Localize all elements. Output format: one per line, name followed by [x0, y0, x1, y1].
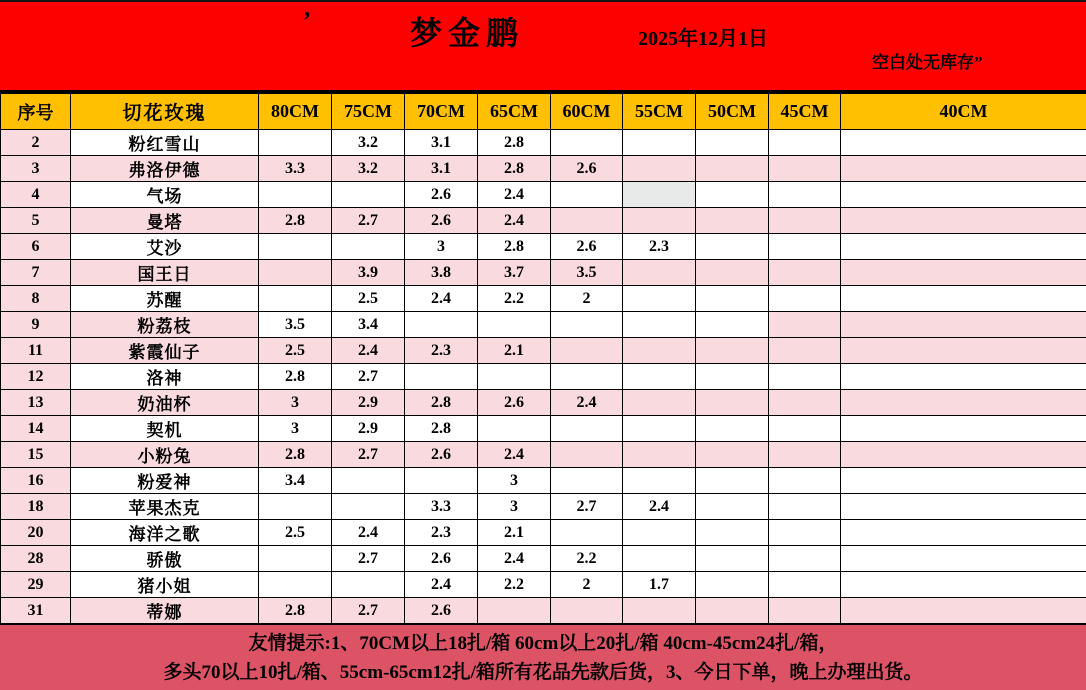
- price-cell[interactable]: [332, 572, 405, 598]
- price-cell[interactable]: [841, 338, 1086, 364]
- table-row: [1, 468, 1086, 494]
- price-cell[interactable]: 2.5: [259, 520, 332, 546]
- price-cell[interactable]: 2.9: [332, 416, 405, 442]
- row-number-cell[interactable]: 8: [1, 286, 71, 312]
- price-cell[interactable]: 2.4: [405, 572, 478, 598]
- price-cell[interactable]: [841, 234, 1086, 260]
- column-header-55cm: 55CM: [623, 94, 696, 130]
- price-cell[interactable]: [332, 468, 405, 494]
- price-cell[interactable]: [841, 286, 1086, 312]
- price-cell[interactable]: [769, 598, 841, 624]
- price-cell[interactable]: [841, 390, 1086, 416]
- row-number-cell[interactable]: 3: [1, 156, 71, 182]
- flower-name-cell[interactable]: 海洋之歌: [71, 520, 259, 546]
- price-cell[interactable]: 2.8: [478, 130, 551, 156]
- price-cell[interactable]: [696, 130, 769, 156]
- page-title: 梦金鹏: [410, 8, 524, 54]
- price-cell[interactable]: [841, 182, 1086, 208]
- price-cell[interactable]: 3.7: [478, 260, 551, 286]
- price-cell[interactable]: [696, 468, 769, 494]
- table-row: [1, 494, 1086, 520]
- row-number-cell[interactable]: 12: [1, 364, 71, 390]
- price-cell[interactable]: [623, 312, 696, 338]
- price-cell[interactable]: 3: [405, 234, 478, 260]
- price-cell[interactable]: 3.1: [405, 156, 478, 182]
- flower-name-cell[interactable]: 苹果杰克: [71, 494, 259, 520]
- price-cell[interactable]: [841, 494, 1086, 520]
- price-cell[interactable]: 2.3: [405, 520, 478, 546]
- price-cell[interactable]: [551, 130, 623, 156]
- price-table: [0, 93, 1086, 624]
- price-cell[interactable]: 2.8: [259, 598, 332, 624]
- footer-notice: [0, 624, 1086, 690]
- price-cell[interactable]: [769, 390, 841, 416]
- price-cell[interactable]: [696, 442, 769, 468]
- price-cell[interactable]: 2.5: [332, 286, 405, 312]
- price-cell[interactable]: [841, 546, 1086, 572]
- flower-name-cell[interactable]: 曼塔: [71, 208, 259, 234]
- row-number-cell[interactable]: 14: [1, 416, 71, 442]
- price-cell[interactable]: 2.6: [405, 208, 478, 234]
- price-cell[interactable]: [259, 286, 332, 312]
- price-cell[interactable]: 2.4: [478, 182, 551, 208]
- row-number-cell[interactable]: 9: [1, 312, 71, 338]
- price-cell[interactable]: [841, 520, 1086, 546]
- row-number-cell[interactable]: 6: [1, 234, 71, 260]
- row-number-cell[interactable]: 15: [1, 442, 71, 468]
- row-number-cell[interactable]: 20: [1, 520, 71, 546]
- flower-name-cell[interactable]: 艾沙: [71, 234, 259, 260]
- price-cell[interactable]: 2.8: [259, 208, 332, 234]
- price-cell[interactable]: [696, 364, 769, 390]
- column-header-60cm: 60CM: [551, 94, 623, 130]
- price-cell[interactable]: [332, 234, 405, 260]
- price-cell[interactable]: 3.9: [332, 260, 405, 286]
- price-cell[interactable]: 2.6: [551, 156, 623, 182]
- table-row: [1, 390, 1086, 416]
- table-row: [1, 338, 1086, 364]
- flower-name-cell[interactable]: 猪小姐: [71, 572, 259, 598]
- price-cell[interactable]: 3: [259, 390, 332, 416]
- price-cell[interactable]: [696, 546, 769, 572]
- price-cell[interactable]: 3.3: [405, 494, 478, 520]
- price-cell[interactable]: 2.4: [332, 338, 405, 364]
- flower-name-cell[interactable]: 奶油杯: [71, 390, 259, 416]
- notice-line-1: 友情提示:1、70CM以上18扎/箱 60cm以上20扎/箱 40cm-45cm24扎/箱，: [249, 629, 838, 658]
- price-cell[interactable]: 2.6: [405, 598, 478, 624]
- flower-name-cell[interactable]: 气场: [71, 182, 259, 208]
- price-cell[interactable]: 2.6: [551, 234, 623, 260]
- price-cell[interactable]: 2.6: [478, 390, 551, 416]
- price-cell[interactable]: 2.8: [259, 442, 332, 468]
- price-cell[interactable]: [841, 130, 1086, 156]
- price-cell[interactable]: 2.7: [332, 208, 405, 234]
- price-cell[interactable]: [551, 338, 623, 364]
- column-header-45cm: 45CM: [769, 94, 841, 130]
- column-header-name: 切花玫瑰: [71, 94, 259, 130]
- title-banner: [0, 0, 1086, 93]
- price-cell[interactable]: [841, 572, 1086, 598]
- price-cell[interactable]: [551, 598, 623, 624]
- flower-name-cell[interactable]: 骄傲: [71, 546, 259, 572]
- price-cell[interactable]: [696, 572, 769, 598]
- price-cell[interactable]: [259, 572, 332, 598]
- price-cell[interactable]: [623, 156, 696, 182]
- row-number-cell[interactable]: 5: [1, 208, 71, 234]
- column-header-65cm: 65CM: [478, 94, 551, 130]
- table-row: [1, 442, 1086, 468]
- table-row: [1, 130, 1086, 156]
- price-cell[interactable]: [696, 312, 769, 338]
- price-cell[interactable]: 2.6: [405, 546, 478, 572]
- price-cell[interactable]: [623, 338, 696, 364]
- price-cell[interactable]: 3.4: [332, 312, 405, 338]
- price-cell[interactable]: [259, 182, 332, 208]
- price-cell[interactable]: 1.7: [623, 572, 696, 598]
- price-cell[interactable]: 2.4: [478, 546, 551, 572]
- table-row: [1, 312, 1086, 338]
- row-number-cell[interactable]: 28: [1, 546, 71, 572]
- price-cell[interactable]: 2.2: [478, 572, 551, 598]
- flower-name-cell[interactable]: 蒂娜: [71, 598, 259, 624]
- flower-name-cell[interactable]: 洛神: [71, 364, 259, 390]
- price-cell[interactable]: [478, 416, 551, 442]
- price-cell[interactable]: 2.8: [405, 416, 478, 442]
- notice-line-2: 多头70以上10扎/箱、55cm-65cm12扎/箱所有花品先款后货，3、今日下单，晚上办理出货。: [164, 658, 923, 687]
- price-cell[interactable]: 2.1: [478, 338, 551, 364]
- table-row: [1, 208, 1086, 234]
- date-label: 2025年12月1日: [638, 22, 768, 51]
- price-cell[interactable]: [623, 520, 696, 546]
- price-cell[interactable]: 2.7: [332, 442, 405, 468]
- price-cell[interactable]: [841, 156, 1086, 182]
- table-row: [1, 364, 1086, 390]
- column-header-50cm: 50CM: [696, 94, 769, 130]
- flower-name-cell[interactable]: 契机: [71, 416, 259, 442]
- price-cell[interactable]: [623, 546, 696, 572]
- price-cell[interactable]: 3.4: [259, 468, 332, 494]
- row-number-cell[interactable]: 18: [1, 494, 71, 520]
- price-cell[interactable]: [259, 494, 332, 520]
- price-cell[interactable]: [696, 390, 769, 416]
- price-cell[interactable]: 2.6: [405, 182, 478, 208]
- row-number-cell[interactable]: 16: [1, 468, 71, 494]
- price-cell[interactable]: 3: [478, 494, 551, 520]
- price-cell[interactable]: [623, 260, 696, 286]
- price-cell[interactable]: [623, 468, 696, 494]
- row-number-cell[interactable]: 4: [1, 182, 71, 208]
- row-number-cell[interactable]: 31: [1, 598, 71, 624]
- price-cell[interactable]: [696, 234, 769, 260]
- price-cell[interactable]: 2: [551, 572, 623, 598]
- table-row: [1, 286, 1086, 312]
- price-cell[interactable]: [696, 286, 769, 312]
- price-cell[interactable]: [623, 390, 696, 416]
- price-cell[interactable]: 2.8: [478, 234, 551, 260]
- price-cell[interactable]: [405, 364, 478, 390]
- price-cell[interactable]: 3.2: [332, 130, 405, 156]
- row-number-cell[interactable]: 2: [1, 130, 71, 156]
- table-header-row: [1, 94, 1086, 130]
- table-row: [1, 598, 1086, 624]
- price-cell[interactable]: [259, 130, 332, 156]
- price-cell[interactable]: 3.5: [551, 260, 623, 286]
- price-cell[interactable]: 3: [259, 416, 332, 442]
- table-row: [1, 260, 1086, 286]
- decoration-mark: ’: [303, 8, 311, 35]
- price-cell[interactable]: [696, 598, 769, 624]
- price-cell[interactable]: [623, 416, 696, 442]
- table-row: [1, 416, 1086, 442]
- table-row: [1, 182, 1086, 208]
- flower-name-cell[interactable]: 粉红雪山: [71, 130, 259, 156]
- price-cell[interactable]: [769, 520, 841, 546]
- price-cell[interactable]: 2.8: [405, 390, 478, 416]
- price-cell[interactable]: [696, 494, 769, 520]
- row-number-cell[interactable]: 7: [1, 260, 71, 286]
- price-cell[interactable]: 2.9: [332, 390, 405, 416]
- price-cell[interactable]: 2.4: [623, 494, 696, 520]
- price-cell[interactable]: 2.3: [623, 234, 696, 260]
- price-cell[interactable]: [696, 156, 769, 182]
- table-row: [1, 520, 1086, 546]
- price-cell[interactable]: [769, 182, 841, 208]
- flower-name-cell[interactable]: 粉爱神: [71, 468, 259, 494]
- price-cell[interactable]: [551, 468, 623, 494]
- price-cell[interactable]: [551, 520, 623, 546]
- price-cell[interactable]: [696, 520, 769, 546]
- price-cell[interactable]: [623, 182, 696, 208]
- price-cell[interactable]: [259, 234, 332, 260]
- flower-name-cell[interactable]: 苏醒: [71, 286, 259, 312]
- price-cell[interactable]: [769, 312, 841, 338]
- price-cell[interactable]: [696, 416, 769, 442]
- price-cell[interactable]: 3.1: [405, 130, 478, 156]
- table-row: [1, 572, 1086, 598]
- price-cell[interactable]: 2.4: [332, 520, 405, 546]
- price-cell[interactable]: 3.3: [259, 156, 332, 182]
- price-cell[interactable]: [332, 182, 405, 208]
- price-cell[interactable]: 2.7: [551, 494, 623, 520]
- column-header-seq: 序号: [1, 94, 71, 130]
- price-cell[interactable]: [841, 442, 1086, 468]
- price-cell[interactable]: 2.8: [478, 156, 551, 182]
- column-header-40cm: 40CM: [841, 94, 1086, 130]
- price-cell[interactable]: [841, 416, 1086, 442]
- price-cell[interactable]: [841, 260, 1086, 286]
- price-cell[interactable]: 3.2: [332, 156, 405, 182]
- price-cell[interactable]: [478, 312, 551, 338]
- price-cell[interactable]: 2.8: [259, 364, 332, 390]
- flower-name-cell[interactable]: 紫霞仙子: [71, 338, 259, 364]
- price-cell[interactable]: [478, 598, 551, 624]
- price-cell[interactable]: [259, 260, 332, 286]
- price-cell[interactable]: 2.6: [405, 442, 478, 468]
- price-cell[interactable]: [769, 546, 841, 572]
- price-cell[interactable]: [769, 572, 841, 598]
- price-cell[interactable]: [769, 364, 841, 390]
- price-cell[interactable]: [841, 312, 1086, 338]
- price-cell[interactable]: 2.7: [332, 364, 405, 390]
- price-cell[interactable]: [769, 494, 841, 520]
- price-cell[interactable]: 2.3: [405, 338, 478, 364]
- price-cell[interactable]: [769, 338, 841, 364]
- row-number-cell[interactable]: 11: [1, 338, 71, 364]
- flower-name-cell[interactable]: 小粉兔: [71, 442, 259, 468]
- price-cell[interactable]: [551, 364, 623, 390]
- price-cell[interactable]: [623, 364, 696, 390]
- price-cell[interactable]: [623, 130, 696, 156]
- price-cell[interactable]: [769, 208, 841, 234]
- price-cell[interactable]: [405, 468, 478, 494]
- price-cell[interactable]: [841, 208, 1086, 234]
- price-cell[interactable]: 2.5: [259, 338, 332, 364]
- price-cell[interactable]: [769, 416, 841, 442]
- column-header-70cm: 70CM: [405, 94, 478, 130]
- flower-name-cell[interactable]: 粉荔枝: [71, 312, 259, 338]
- price-cell[interactable]: [841, 468, 1086, 494]
- no-stock-note: 空白处无库存”: [872, 48, 983, 73]
- price-cell[interactable]: [769, 468, 841, 494]
- row-number-cell[interactable]: 13: [1, 390, 71, 416]
- column-header-80cm: 80CM: [259, 94, 332, 130]
- price-cell[interactable]: [623, 598, 696, 624]
- price-cell[interactable]: [623, 286, 696, 312]
- price-cell[interactable]: [769, 234, 841, 260]
- price-cell[interactable]: [623, 442, 696, 468]
- price-cell[interactable]: [696, 182, 769, 208]
- price-cell[interactable]: 2.4: [478, 442, 551, 468]
- price-cell[interactable]: [551, 182, 623, 208]
- flower-name-cell[interactable]: 国王日: [71, 260, 259, 286]
- price-cell[interactable]: 2.4: [478, 208, 551, 234]
- price-cell[interactable]: 2.2: [551, 546, 623, 572]
- price-cell[interactable]: [259, 546, 332, 572]
- price-cell[interactable]: [405, 312, 478, 338]
- price-cell[interactable]: 2.7: [332, 598, 405, 624]
- price-cell[interactable]: 2.4: [551, 390, 623, 416]
- price-cell[interactable]: [478, 364, 551, 390]
- price-cell[interactable]: [769, 260, 841, 286]
- price-cell[interactable]: 2.4: [405, 286, 478, 312]
- price-cell[interactable]: [551, 312, 623, 338]
- table-row: [1, 546, 1086, 572]
- flower-name-cell[interactable]: 弗洛伊德: [71, 156, 259, 182]
- price-cell[interactable]: 3.8: [405, 260, 478, 286]
- price-cell[interactable]: [841, 598, 1086, 624]
- price-cell[interactable]: [332, 494, 405, 520]
- table-row: [1, 234, 1086, 260]
- price-cell[interactable]: 2: [551, 286, 623, 312]
- price-cell[interactable]: 3: [478, 468, 551, 494]
- price-cell[interactable]: [769, 442, 841, 468]
- price-cell[interactable]: [623, 208, 696, 234]
- row-number-cell[interactable]: 29: [1, 572, 71, 598]
- price-cell[interactable]: [841, 364, 1086, 390]
- price-cell[interactable]: [696, 208, 769, 234]
- price-cell[interactable]: 2.1: [478, 520, 551, 546]
- table-row: [1, 156, 1086, 182]
- price-cell[interactable]: [696, 260, 769, 286]
- table-body: [1, 130, 1086, 624]
- price-cell[interactable]: [769, 130, 841, 156]
- price-cell[interactable]: [696, 338, 769, 364]
- price-cell[interactable]: [551, 442, 623, 468]
- price-cell[interactable]: 2.7: [332, 546, 405, 572]
- column-header-75cm: 75CM: [332, 94, 405, 130]
- price-cell[interactable]: [551, 416, 623, 442]
- price-cell[interactable]: 2.2: [478, 286, 551, 312]
- price-cell[interactable]: 3.5: [259, 312, 332, 338]
- price-cell[interactable]: [551, 208, 623, 234]
- price-cell[interactable]: [769, 286, 841, 312]
- price-cell[interactable]: [769, 156, 841, 182]
